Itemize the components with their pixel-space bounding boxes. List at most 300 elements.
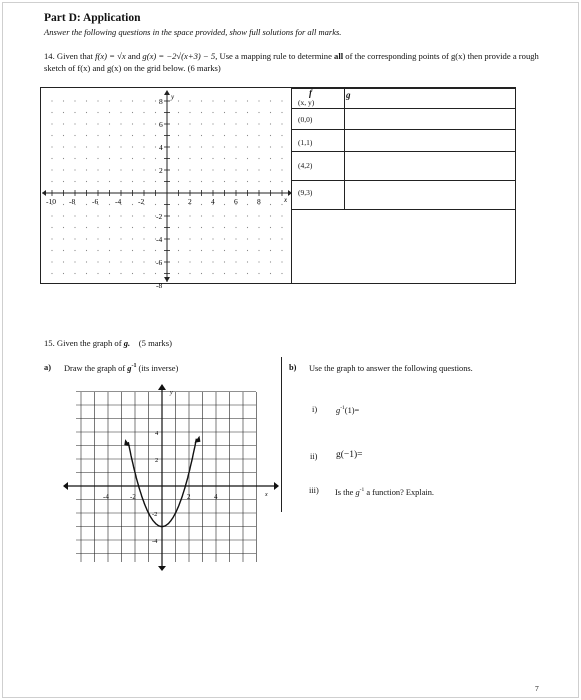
grid-dot [281, 112, 282, 113]
grid-dot [86, 204, 87, 205]
grid-dot [132, 250, 133, 251]
grid-dot [258, 261, 259, 262]
grid-dot [247, 123, 248, 124]
grid-dot [224, 181, 225, 182]
y-tick-label: 6 [159, 120, 163, 129]
grid-dot [51, 112, 52, 113]
grid-dot [143, 250, 144, 251]
grid-dot [189, 273, 190, 274]
grid-dot [143, 215, 144, 216]
grid-dot [258, 146, 259, 147]
grid-dot [224, 204, 225, 205]
grid-dot [235, 250, 236, 251]
grid-dot [132, 204, 133, 205]
q14-text-c: of the corresponding points of g(x) then provide a rough sketch of f(x) and g(x) on the grid below. (6 marks) [44, 51, 539, 73]
grid-dot [132, 146, 133, 147]
grid-dot [63, 181, 64, 182]
grid-dot [201, 158, 202, 159]
part-a-text [64, 363, 178, 373]
part-a-sup: -1 [131, 363, 137, 369]
page-number: 7 [535, 684, 539, 693]
grid-dot [74, 158, 75, 159]
x-tick-label: -4 [103, 493, 109, 501]
grid-dot [212, 146, 213, 147]
table-header-f: f [309, 88, 312, 98]
grid-dot [247, 238, 248, 239]
grid-dot [281, 227, 282, 228]
grid-dot [109, 146, 110, 147]
grid-dot [155, 123, 156, 124]
sub-iii-text-1: Is the [335, 487, 354, 497]
grid-dot [63, 123, 64, 124]
grid-dot [235, 215, 236, 216]
grid-dot [86, 273, 87, 274]
y-tick-label: 2 [159, 166, 163, 175]
grid-dot [247, 169, 248, 170]
grid-dot [97, 273, 98, 274]
grid-dot [258, 123, 259, 124]
grid-dot [143, 135, 144, 136]
grid-dot [224, 273, 225, 274]
grid-dot [247, 146, 248, 147]
grid-dot [201, 227, 202, 228]
grid-dot [258, 227, 259, 228]
q14-text-b: , Use a mapping rule to determine [215, 51, 332, 61]
y-tick-label: -6 [156, 258, 163, 267]
q14-all-word: all [334, 51, 344, 61]
grid-dot [189, 112, 190, 113]
grid-dot [97, 181, 98, 182]
grid-dot [212, 123, 213, 124]
grid-dot [258, 273, 259, 274]
grid-dot [224, 169, 225, 170]
grid-dot [63, 112, 64, 113]
grid-dot [212, 169, 213, 170]
column-divider [281, 357, 282, 512]
grid-dot [189, 123, 190, 124]
grid-dot [132, 261, 133, 262]
table-row [292, 108, 516, 130]
grid-dot [63, 169, 64, 170]
grid-dot [132, 158, 133, 159]
grid-dot [247, 100, 248, 101]
q14-text-a: Given that [56, 51, 93, 61]
grid-dot [97, 123, 98, 124]
grid-dot [247, 204, 248, 205]
grid-dot [258, 135, 259, 136]
grid-dot [132, 135, 133, 136]
grid-dot [270, 250, 271, 251]
q14-number: 14. [44, 51, 55, 61]
grid-dot [281, 123, 282, 124]
grid-dot [201, 250, 202, 251]
grid-dot [212, 261, 213, 262]
grid-dot [189, 169, 190, 170]
sub-iii-g: g [355, 487, 360, 497]
grid-dot [51, 227, 52, 228]
grid-dot [51, 250, 52, 251]
grid-dot [132, 181, 133, 182]
grid-dot [109, 123, 110, 124]
grid-dot [132, 273, 133, 274]
grid-dot [86, 100, 87, 101]
y-tick-label: 2 [155, 457, 159, 464]
grid-dot [74, 100, 75, 101]
grid-dot [178, 204, 179, 205]
table-row [292, 130, 516, 152]
grid-dot [270, 215, 271, 216]
grid-dot [212, 250, 213, 251]
x-tick-label: 4 [214, 493, 218, 501]
grid-dot [224, 250, 225, 251]
grid-dot [132, 123, 133, 124]
grid-dot [74, 273, 75, 274]
grid-dot [212, 135, 213, 136]
sub-i-sup: -1 [340, 405, 345, 411]
grid-dot [109, 204, 110, 205]
grid-dot [155, 250, 156, 251]
x-tick-label: -10 [46, 197, 56, 206]
grid-dot [132, 100, 133, 101]
table-right-border [515, 87, 516, 284]
grid-dot [97, 250, 98, 251]
part-a-g: g [127, 363, 132, 373]
part-a-text-1: Draw the graph of [64, 363, 126, 373]
grid-dot [201, 135, 202, 136]
x-tick-label: -4 [115, 197, 122, 206]
grid-dot [178, 123, 179, 124]
grid-dot [74, 112, 75, 113]
grid-dot [51, 215, 52, 216]
table-cell: (1,1) [298, 138, 313, 147]
grid-dot [224, 100, 225, 101]
grid-dot [155, 112, 156, 113]
grid-dot [235, 261, 236, 262]
grid-dot [51, 158, 52, 159]
grid-dot [63, 146, 64, 147]
grid-dot [86, 238, 87, 239]
sub-i-text-2: (1)= [344, 405, 360, 415]
grid-dot [270, 146, 271, 147]
grid-dot [109, 250, 110, 251]
grid-dot [212, 238, 213, 239]
grid-dot [178, 100, 179, 101]
grid-dot [143, 261, 144, 262]
x-tick-label: 2 [187, 493, 191, 501]
x-tick-label: -6 [92, 197, 99, 206]
grid-dot [247, 158, 248, 159]
grid-dot [155, 135, 156, 136]
table-cell: (x, y) [298, 98, 315, 107]
grid-dot [281, 273, 282, 274]
grid-dot [189, 261, 190, 262]
q15-marks: (5 marks) [138, 338, 172, 348]
grid-dot [270, 158, 271, 159]
grid-dot [178, 227, 179, 228]
grid-dot [51, 181, 52, 182]
grid-dot [178, 250, 179, 251]
grid-dot [281, 204, 282, 205]
grid-dot [109, 135, 110, 136]
table-column-divider [344, 87, 345, 209]
grid-dot [86, 261, 87, 262]
grid-dot [247, 261, 248, 262]
grid-dot [270, 204, 271, 205]
table-row [292, 152, 516, 181]
grid-dot [132, 227, 133, 228]
q15-y-arrow-up [158, 384, 166, 390]
grid-dot [258, 100, 259, 101]
grid-dot [143, 238, 144, 239]
g-definition: g(x) = −2√(x+3) − 5 [142, 51, 216, 61]
grid-dot [86, 181, 87, 182]
grid-dot [109, 227, 110, 228]
grid-dot [189, 215, 190, 216]
grid-dot [109, 261, 110, 262]
grid-dot [189, 135, 190, 136]
x-tick-label: 8 [257, 197, 261, 206]
q15-y-arrow-down [158, 566, 166, 571]
grid-dot [132, 215, 133, 216]
grid-dot [120, 100, 121, 101]
grid-dot [258, 169, 259, 170]
grid-dot [270, 181, 271, 182]
q15-y-label: y [170, 390, 173, 396]
q15-tick-labels [103, 430, 218, 545]
grid-dot [235, 135, 236, 136]
grid-dot [74, 250, 75, 251]
grid-dot [178, 112, 179, 113]
table-row [292, 181, 516, 210]
grid-dot [270, 100, 271, 101]
grid-dot [143, 181, 144, 182]
grid-dot [86, 250, 87, 251]
grid-dot [63, 215, 64, 216]
table-cell: (9,3) [298, 188, 313, 197]
grid-dot [189, 146, 190, 147]
grid-dot [224, 238, 225, 239]
table-header-g: g [346, 90, 351, 100]
grid-dot [109, 169, 110, 170]
grid-dot [120, 273, 121, 274]
grid-dot [120, 169, 121, 170]
grid-dot [155, 158, 156, 159]
grid-dot [97, 135, 98, 136]
f-definition: f(x) = √x [95, 51, 126, 61]
table-cell: (0,0) [298, 115, 313, 124]
grid-dot [235, 238, 236, 239]
grid-dot [212, 227, 213, 228]
x-tick-label: -8 [69, 197, 76, 206]
part-title: Part D: Application [44, 12, 141, 24]
sub-i-label: i) [312, 405, 318, 414]
grid-dot [201, 238, 202, 239]
grid-dot [120, 146, 121, 147]
grid-dot [63, 250, 64, 251]
grid-dot [86, 135, 87, 136]
q15-x-arrow-right [274, 482, 279, 490]
grid-dot [97, 238, 98, 239]
grid-dot [270, 169, 271, 170]
grid-dot [212, 158, 213, 159]
sub-iii-label: iii) [309, 486, 319, 495]
y-tick-label: -2 [152, 511, 158, 518]
grid-dot [189, 158, 190, 159]
grid-dot [212, 181, 213, 182]
grid-dot [178, 135, 179, 136]
grid-dot [132, 169, 133, 170]
grid-dot [155, 146, 156, 147]
grid-dot [178, 238, 179, 239]
grid-dot [189, 100, 190, 101]
grid-dot [247, 273, 248, 274]
g-curve-arrow-left [124, 439, 130, 446]
mapping-table [291, 87, 516, 284]
question-15-title [44, 338, 172, 348]
grid-dot [109, 158, 110, 159]
sub-i-text [336, 405, 359, 415]
grid-dot [51, 123, 52, 124]
grid-dot [86, 112, 87, 113]
grid-dot [63, 238, 64, 239]
grid-dot [235, 123, 236, 124]
grid-dot [143, 100, 144, 101]
grid-dot [201, 112, 202, 113]
grid-dot [143, 227, 144, 228]
grid-dot [270, 123, 271, 124]
grid-dot [281, 146, 282, 147]
y-tick-label: 4 [159, 143, 163, 152]
grid-dot [189, 250, 190, 251]
grid-dot [201, 123, 202, 124]
x-tick-label: 4 [211, 197, 215, 206]
grid-dot [212, 112, 213, 113]
grid-dot [258, 215, 259, 216]
grid-dot [97, 215, 98, 216]
grid-dot [63, 227, 64, 228]
grid-dot [143, 123, 144, 124]
grid-dot [235, 112, 236, 113]
sub-ii-text: g(−1)= [336, 450, 363, 460]
grid-dot [63, 135, 64, 136]
grid-dot [281, 135, 282, 136]
grid-dot [74, 238, 75, 239]
q15-g: g. [123, 338, 131, 348]
grid-dot [74, 135, 75, 136]
grid-dot [212, 273, 213, 274]
grid-dot [270, 112, 271, 113]
grid-dot [178, 169, 179, 170]
grid-dot [178, 273, 179, 274]
grid-dot [86, 146, 87, 147]
y-tick-label: -4 [152, 538, 158, 545]
question-14-text [44, 50, 544, 74]
grid-dot [51, 169, 52, 170]
grid-dot [201, 100, 202, 101]
q15-x-label: x [265, 492, 268, 498]
grid-dot [235, 169, 236, 170]
grid-dot [109, 273, 110, 274]
grid-dot [120, 158, 121, 159]
x-tick-label: 2 [188, 197, 192, 206]
grid-dot [224, 112, 225, 113]
grid-dot [51, 135, 52, 136]
grid-dot [143, 273, 144, 274]
grid-dot [247, 135, 248, 136]
grid-dot [201, 204, 202, 205]
grid-dot [86, 227, 87, 228]
grid-dot [247, 181, 248, 182]
grid-dot [120, 238, 121, 239]
grid-dot [63, 100, 64, 101]
part-a-text-2: (its inverse) [138, 363, 179, 373]
grid-dot [281, 158, 282, 159]
grid-dot [235, 273, 236, 274]
grid-dot [258, 181, 259, 182]
y-tick-label: -8 [156, 281, 163, 290]
part-b-text: Use the graph to answer the following questions. [309, 364, 473, 373]
grid-dot [120, 123, 121, 124]
grid-dot [281, 169, 282, 170]
grid-dot [212, 215, 213, 216]
q14-and: and [127, 51, 141, 61]
y-tick-label: 8 [159, 97, 163, 106]
grid-dot [97, 146, 98, 147]
sub-iii-text-2: a function? Explain. [366, 487, 435, 497]
grid-dot [74, 227, 75, 228]
grid-dot [224, 227, 225, 228]
grid-dot [143, 146, 144, 147]
grid-dot [235, 227, 236, 228]
grid-dot [281, 181, 282, 182]
grid-dot [109, 181, 110, 182]
grid-dot [189, 238, 190, 239]
grid-dot [201, 181, 202, 182]
grid-dot [51, 261, 52, 262]
grid-dot [51, 238, 52, 239]
q14-y-arrow-down [164, 277, 170, 282]
grid-dot [224, 123, 225, 124]
grid-dot [51, 273, 52, 274]
grid-dot [247, 227, 248, 228]
sub-ii-label: ii) [310, 452, 318, 461]
grid-dot [74, 181, 75, 182]
grid-dot [235, 100, 236, 101]
grid-dot [201, 215, 202, 216]
q14-x-arrow-left [42, 190, 46, 196]
grid-dot [224, 158, 225, 159]
grid-dot [86, 123, 87, 124]
grid-dot [120, 112, 121, 113]
y-tick-label: -4 [156, 235, 163, 244]
q14-grid [40, 87, 292, 290]
grid-dot [155, 100, 156, 101]
grid-dot [247, 112, 248, 113]
grid-dot [86, 158, 87, 159]
grid-dot [178, 261, 179, 262]
grid-dot [258, 158, 259, 159]
y-tick-label: -2 [156, 212, 163, 221]
grid-dot [224, 135, 225, 136]
grid-dot [178, 146, 179, 147]
grid-dot [120, 250, 121, 251]
grid-dot [281, 238, 282, 239]
grid-dot [74, 123, 75, 124]
grid-dot [155, 273, 156, 274]
grid-dot [155, 169, 156, 170]
grid-dot [97, 169, 98, 170]
grid-dot [120, 135, 121, 136]
